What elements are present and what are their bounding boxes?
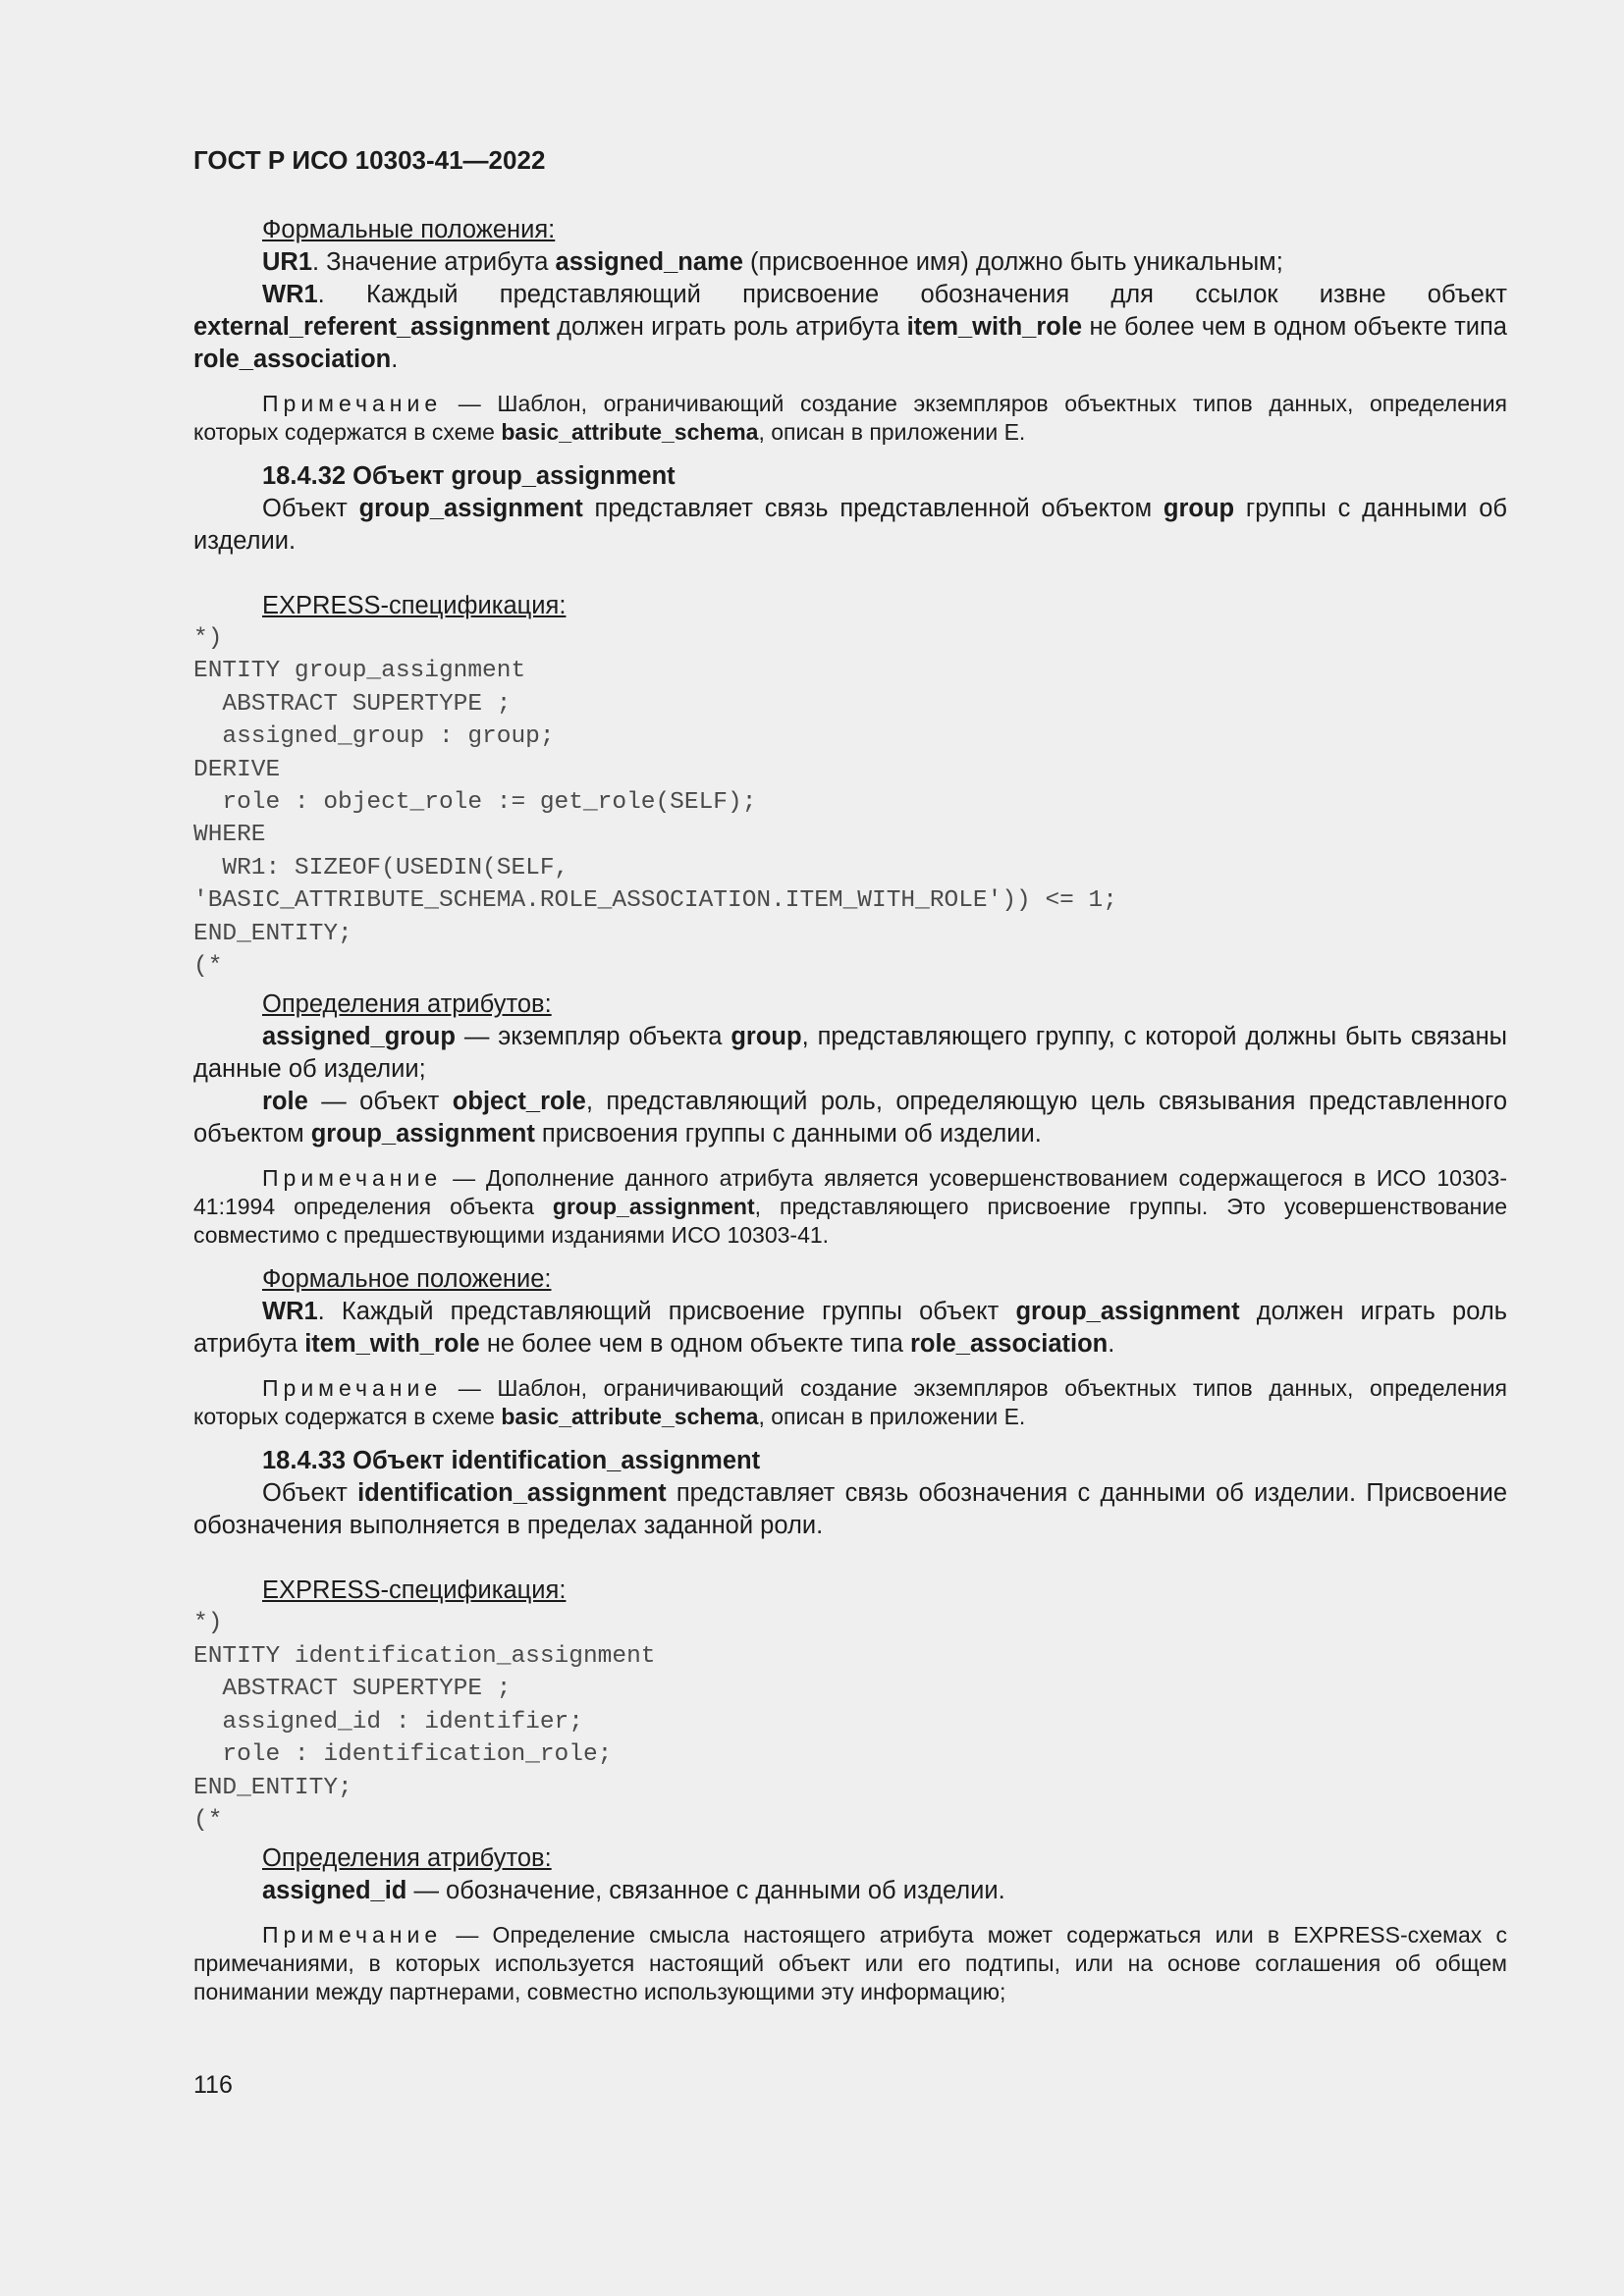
code-line: role : object_role := get_role(SELF); <box>193 789 757 817</box>
attribute-definition: assigned_id — обозначение, связанное с данными об изделии. <box>262 1877 1005 1905</box>
section-intro: Объект group_assignment представляет связь представленной объектом group группы с данными об изделии. <box>193 495 1507 555</box>
attribute-definition: role — объект object_role, представляющий роль, определяющую цель связывания представленного объектом group_assignment присвоения группы с данными об изделии. <box>193 1088 1507 1148</box>
page-number: 116 <box>193 2071 233 2099</box>
code-line: *) <box>193 625 223 652</box>
ur1-paragraph: UR1. Значение атрибута assigned_name (присвоенное имя) должно быть уникальным; <box>262 248 1283 276</box>
wr1-paragraph: WR1. Каждый представляющий присвоение обозначения для ссылок извне объект external_referent_assignment должен играть роль атрибута item_with_role не более чем в одном объекте типа role_association. <box>193 281 1507 373</box>
code-line: ENTITY group_assignment <box>193 658 526 685</box>
express-code-block <box>193 622 1507 983</box>
wr1-paragraph: WR1. Каждый представляющий присвоение группы объект group_assignment должен играть роль атрибута item_with_role не более чем в одном объекте типа role_association. <box>193 1298 1507 1359</box>
note-paragraph: Примечание — Шаблон, ограничивающий создание экземпляров объектных типов данных, определения которых содержатся в схеме basic_attribute_schema, описан в приложении E. <box>193 1375 1507 1430</box>
express-code-block <box>193 1607 1507 1837</box>
note-paragraph: Примечание — Шаблон, ограничивающий создание экземпляров объектных типов данных, определения которых содержатся в схеме basic_attribute_schema, описан в приложении E. <box>193 391 1507 445</box>
code-line: WR1: SIZEOF(USEDIN(SELF, <box>193 854 569 881</box>
code-line: (* <box>193 953 223 981</box>
code-line: ENTITY identification_assignment <box>193 1642 656 1670</box>
code-line: ABSTRACT SUPERTYPE ; <box>193 690 512 718</box>
code-line: assigned_id : identifier; <box>193 1708 583 1735</box>
section-heading-18-4-32: 18.4.32 Объект group_assignment <box>262 462 676 490</box>
code-line: *) <box>193 1610 223 1637</box>
note-paragraph: Примечание — Дополнение данного атрибута является усовершенствованием содержащегося в ИСО 10303-41:1994 определения объекта group_assignment, представляющего присвоение группы. Это усовершенствование совместимо с предшествующими изданиями ИСО 10303-41. <box>193 1165 1507 1249</box>
code-line: DERIVE <box>193 756 281 783</box>
attribute-definitions-title: Определения атрибутов: <box>262 990 552 1019</box>
code-line: (* <box>193 1806 223 1834</box>
code-line: role : identification_role; <box>193 1741 613 1769</box>
document-header: ГОСТ Р ИСО 10303-41—2022 <box>193 145 546 175</box>
page-content <box>193 143 1507 2020</box>
formal-provision-title: Формальное положение: <box>262 1265 552 1294</box>
section-intro: Объект identification_assignment представляет связь обозначения с данными об изделии. Присвоение обозначения выполняется в пределах заданной роли. <box>193 1479 1507 1540</box>
express-spec-title: EXPRESS-спецификация: <box>262 1576 567 1605</box>
code-line: assigned_group : group; <box>193 723 555 751</box>
code-line: END_ENTITY; <box>193 920 352 947</box>
formal-provisions-title: Формальные положения: <box>262 216 556 243</box>
code-line: 'BASIC_ATTRIBUTE_SCHEMA.ROLE_ASSOCIATION.ITEM_WITH_ROLE')) <= 1; <box>193 887 1117 915</box>
code-line: WHERE <box>193 822 266 849</box>
section-heading-18-4-33: 18.4.33 Объект identification_assignment <box>262 1447 761 1475</box>
note-paragraph: Примечание — Определение смысла настоящего атрибута может содержаться или в EXPRESS-схемах с примечаниями, в которых используется настоящий объект или его подтипы, или на основе соглашения об общем понимании между партнерами, совместно использующими эту информацию; <box>193 1922 1507 2005</box>
attribute-definitions-title: Определения атрибутов: <box>262 1844 552 1873</box>
code-line: END_ENTITY; <box>193 1774 352 1801</box>
express-spec-title: EXPRESS-спецификация: <box>262 592 567 619</box>
code-line: ABSTRACT SUPERTYPE ; <box>193 1676 512 1703</box>
attribute-definition: assigned_group — экземпляр объекта group, представляющего группу, с которой должны быть связаны данные об изделии; <box>193 1023 1507 1084</box>
